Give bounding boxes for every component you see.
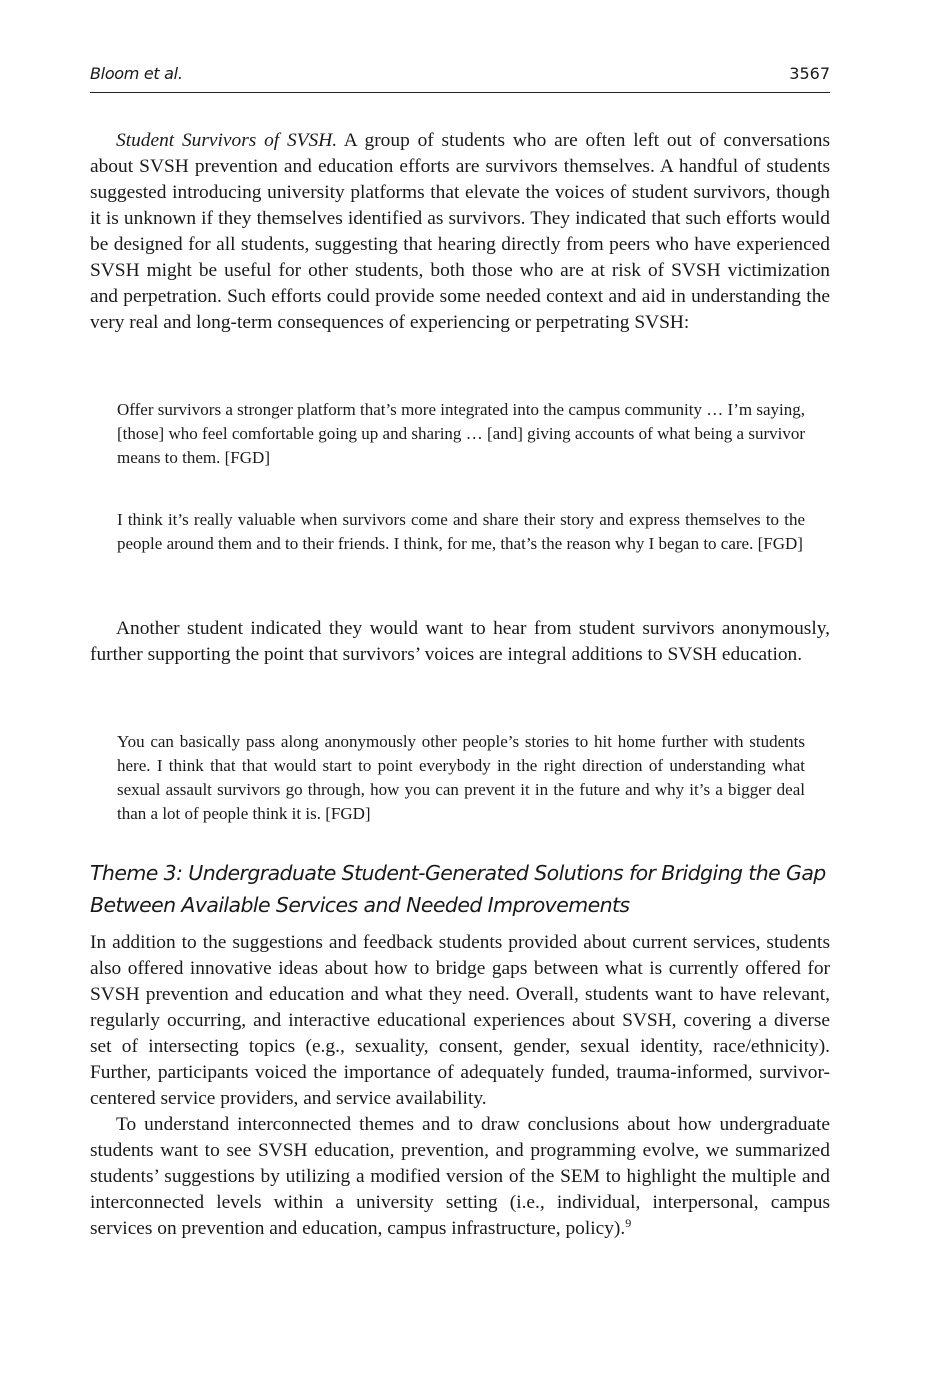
- page-number: 3567: [789, 64, 830, 83]
- running-header-authors: Bloom et al.: [90, 64, 183, 83]
- paragraph-text: To understand interconnected themes and to draw conclusions about how undergraduate students want to see SVSH education, prevention, and programming evolve, we summarized students’ suggestions by utilizing a modified version of the SEM to highlight the multiple and interconnected levels within a university setting (i.e., individual, interpersonal, campus services on prevention and education, campus infrastructure, policy).: [90, 1114, 830, 1239]
- running-header: [90, 60, 830, 93]
- footnote-marker[interactable]: 9: [625, 1216, 632, 1230]
- paragraph-theme3-2: [90, 1112, 830, 1242]
- block-quote-2: I think it’s really valuable when survivors come and share their story and express themselves to the people around them and to their friends. I think, for me, that’s the reason why I began to care. [FGD]: [117, 510, 805, 553]
- paragraph-text: A group of students who are often left out of conversations about SVSH prevention and education efforts are survivors themselves. A handful of students suggested introducing university platforms that elevate the voices of student survivors, though it is unknown if they themselves identified as survivors. They indicated that such efforts would be designed for all students, suggesting that hearing directly from peers who have experienced SVSH might be useful for other students, both those who are at risk of SVSH victimization and perpetration. Such efforts could provide some needed context and aid in understanding the very real and long-term consequences of experiencing or perpetrating SVSH:: [90, 130, 830, 333]
- paragraph-student-survivors: [90, 128, 830, 336]
- run-in-heading: Student Survivors of SVSH.: [116, 130, 338, 151]
- paragraph-another-student: Another student indicated they would want to hear from student survivors anonymously, further supporting the point that survivors’ voices are integral additions to SVSH education.: [90, 618, 830, 665]
- block-quote-1: Offer survivors a stronger platform that’s more integrated into the campus community … I’m saying, [those] who feel comfortable going up and sharing … [and] giving accounts of what being a survivor means to them. [FGD]: [117, 400, 805, 467]
- section-heading-theme-3: Theme 3: Undergraduate Student-Generated Solutions for Bridging the Gap Between Available Services and Needed Improvements: [90, 861, 826, 917]
- paragraph-theme3-1: In addition to the suggestions and feedback students provided about current services, students also offered innovative ideas about how to bridge gaps between what is currently offered for SVSH prevention and education and what they need. Overall, students want to have relevant, regularly occurring, and interactive educational experiences about SVSH, covering a diverse set of intersecting topics (e.g., sexuality, consent, gender, sexual identity, race/ethnicity). Further, participants voiced the importance of adequately funded, trauma-informed, survivor-centered service providers, and service availability.: [90, 932, 830, 1109]
- block-quote-3: You can basically pass along anonymously other people’s stories to hit home further with students here. I think that that would start to point everybody in the right direction of understanding what sexual assault survivors go through, how you can prevent it in the future and why it’s a bigger deal than a lot of people think it is. [FGD]: [117, 732, 805, 823]
